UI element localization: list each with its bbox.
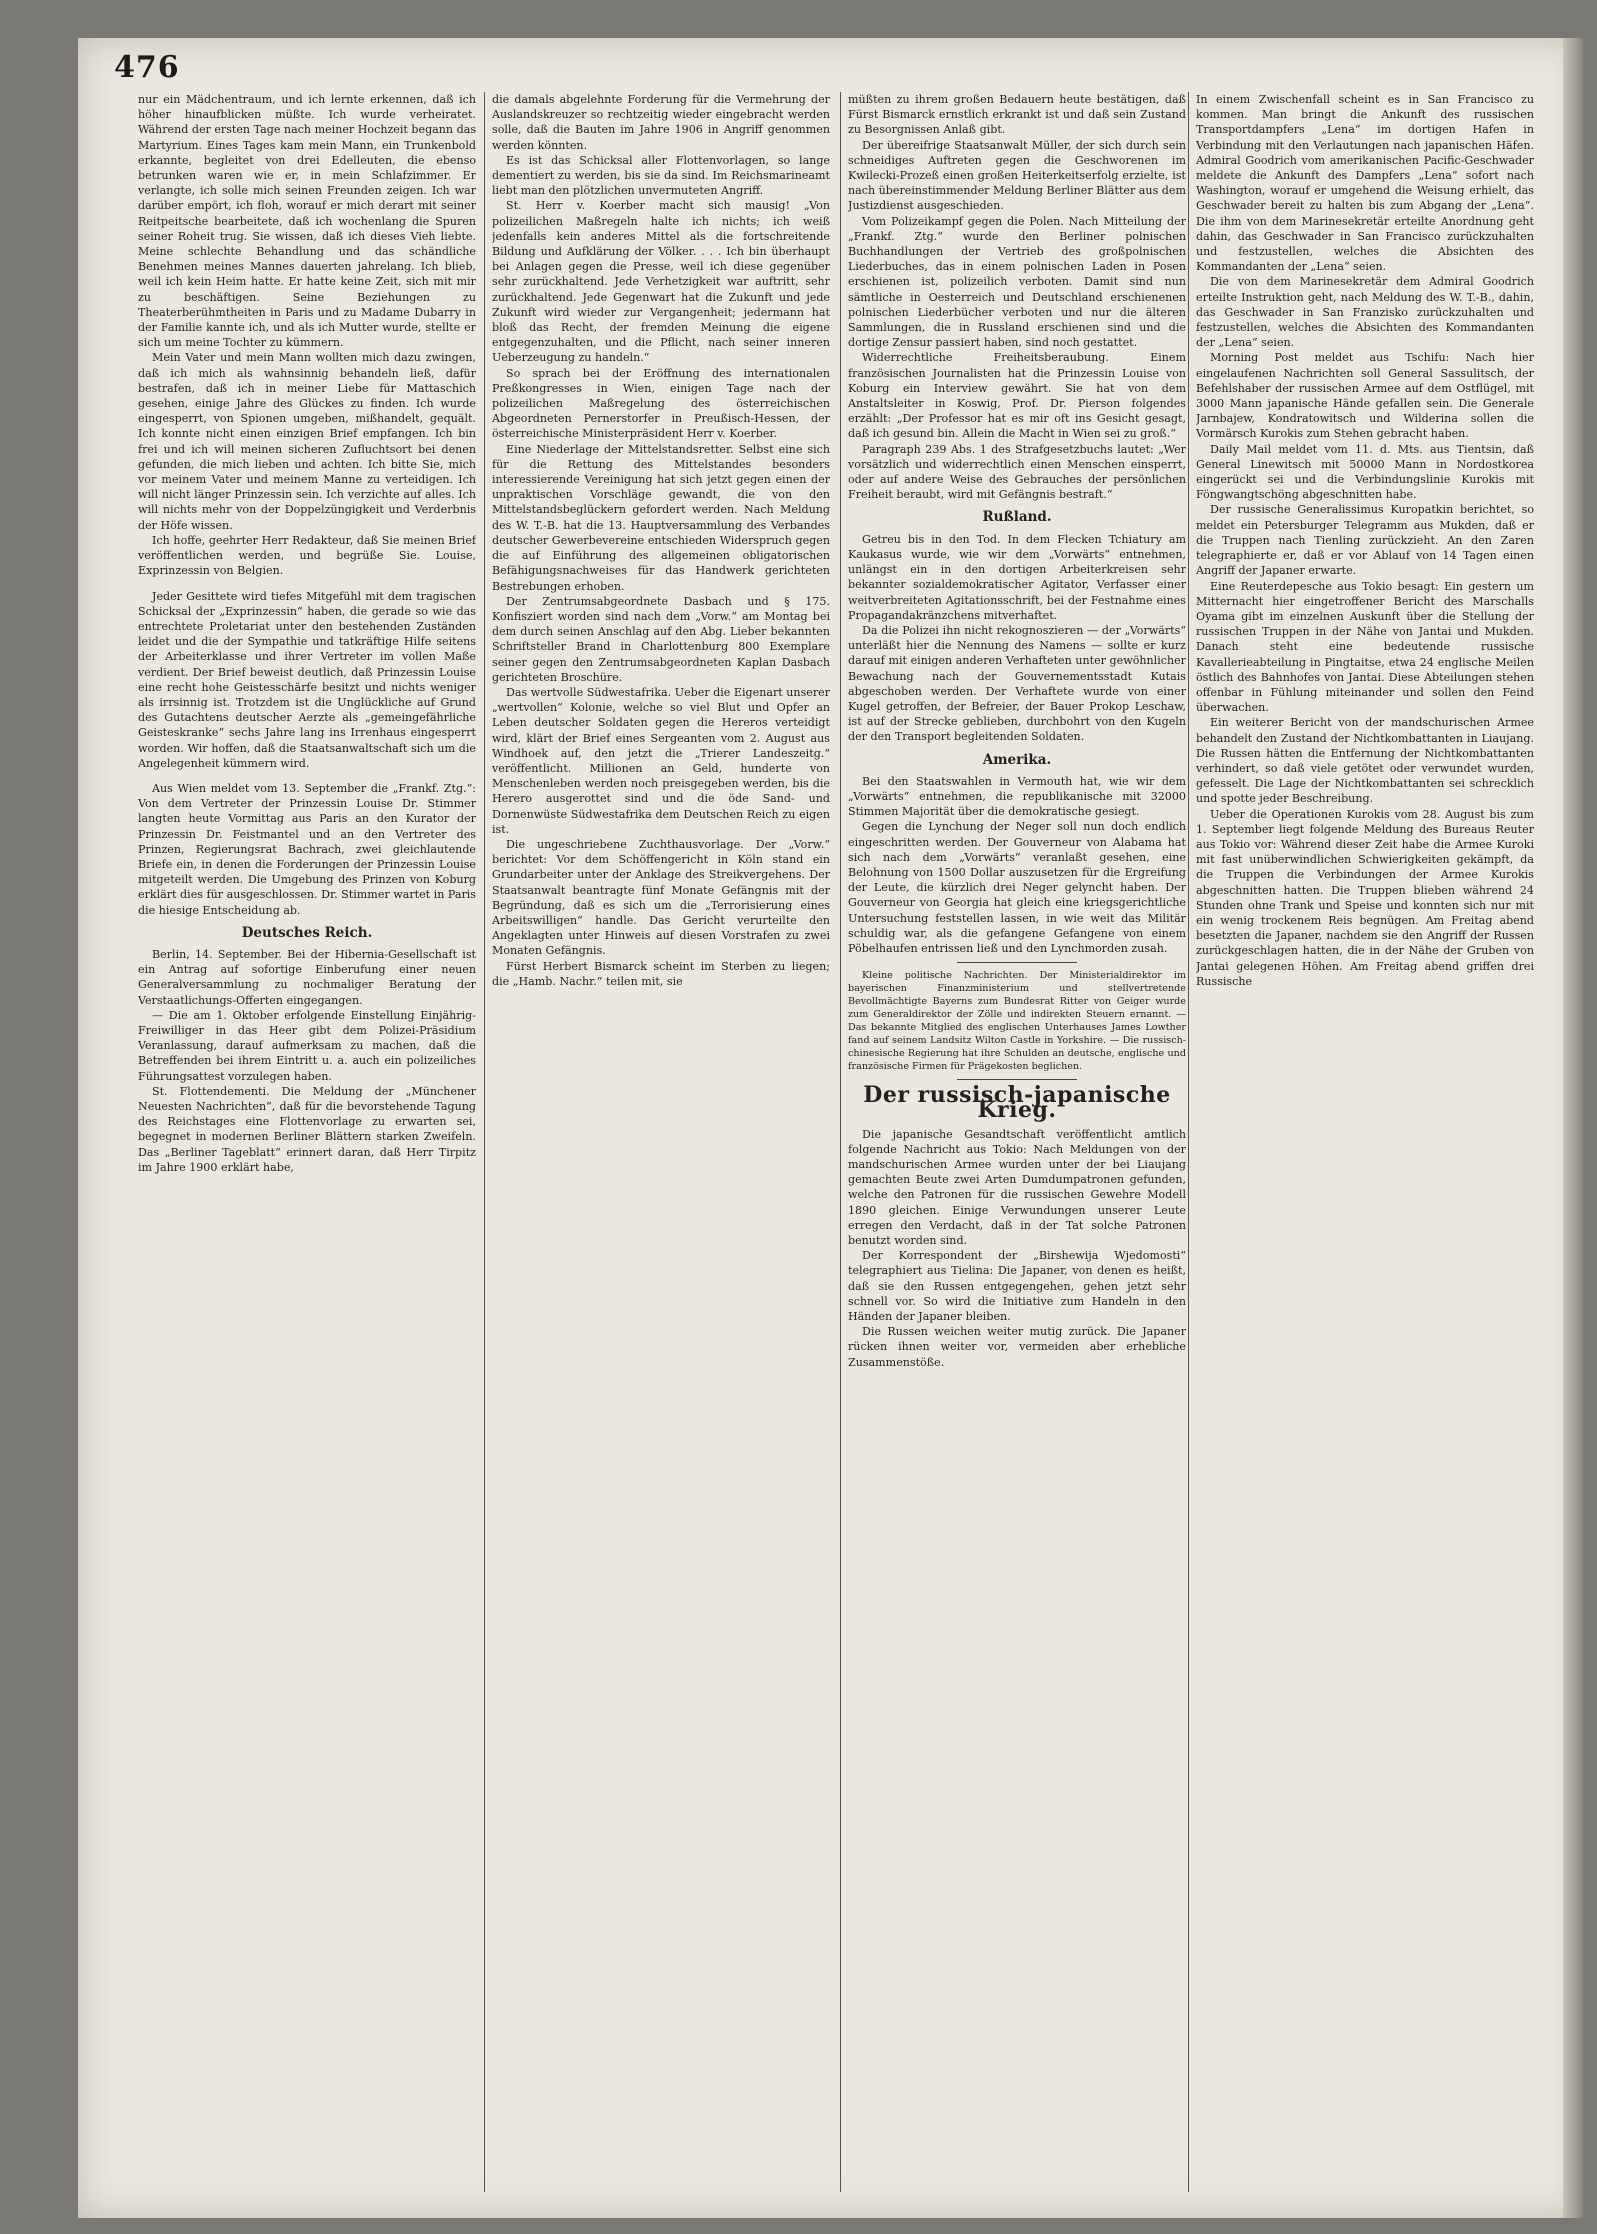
article-paragraph: Ein weiterer Bericht von der mandschurischen Armee behandelt den Zustand der Nichtkombattanten in Liaujang. Die Russen hätten die Entfernung der Nichtkombattanten verhindert, so daß viele getötet oder verwundet wurden, gefesselt. Die Lage der Nichtkombattanten sei schrecklich und spotte jeder Beschreibung. — [1196, 716, 1534, 806]
article-paragraph: Die japanische Gesandtschaft veröffentlicht amtlich folgende Nachricht aus Tokio: Nach Meldungen von der mandschurischen Armee wurden unter der bei Liaujang gemachten Beute zwei Arten Dumdumpatronen gefunden, welche den Patronen für die russischen Gewehre Modell 1890 gleichen. Einige Verwundungen unserer Leute erregen den Verdacht, daß in der Tat solche Patronen benutzt worden sind. — [848, 1127, 1186, 1247]
article-paragraph: Es ist das Schicksal aller Flottenvorlagen, so lange dementiert zu werden, bis sie da sind. Im Reichsmarineamt liebt man den plötzlichen unvermuteten Angriff. — [492, 153, 830, 198]
divider — [957, 962, 1077, 963]
article-paragraph: Morning Post meldet aus Tschifu: Nach hier eingelaufenen Nachrichten soll General Sassulitsch, der Befehlshaber der russischen Armee auf dem Ostflügel, mit 3000 Mann japanische Hände gefallen sein. Die Generale Jarnbajew, Kondratowitsch und Wilderina sollen die Vormärsch Kurokis zum Stehen gebracht haben. — [1196, 351, 1534, 441]
article-paragraph: Der Zentrumsabgeordnete Dasbach und § 175. Konfisziert worden sind nach dem „Vorw.“ am Montag bei dem durch seinen Anschlag auf den Abg. Lieber bekannten Schriftsteller Brand in Charlottenburg 800 Exemplare seiner gegen den Zentrumsabgeordneten Kaplan Dasbach gerichteten Broschüre. — [492, 594, 830, 684]
article-paragraph: Aus Wien meldet vom 13. September die „Frankf. Ztg.“: Von dem Vertreter der Prinzessin Louise Dr. Stimmer langten heute Vormittag aus Paris an den Kurator der Prinzessin Dr. Feistmantel und an den Vertreter des Prinzen, Regierungsrat Bachrach, zwei gleichlautende Briefe ein, in denen die Forderungen der Prinzessin Louise mitgeteilt werden. Die Umgebung des Prinzen von Koburg erklärt dies für ausgeschlossen. Dr. Stimmer wartet in Paris die hiesige Entscheidung ab. — [138, 781, 476, 917]
article-paragraph: Vom Polizeikampf gegen die Polen. Nach Mitteilung der „Frankf. Ztg.“ wurde den Berliner polnischen Buchhandlungen der Vertrieb des großpolnischen Liederbuches, das in einem polnischen Laden in Posen erschienen ist, polizeilich verboten. Damit sind nun sämtliche in Oesterreich und Deutschland erschienenen polnischen Liederbücher verboten und nur die älteren Sammlungen, die in Russland erschienen sind und die dortige Zensur passiert haben, sind noch gestattet. — [848, 214, 1186, 350]
article-paragraph: Berlin, 14. September. Bei der Hibernia-Gesellschaft ist ein Antrag auf sofortige Einberufung einer neuen Generalversammlung zu nochmaliger Beratung der Verstaatlichungs-Offerten eingegangen. — [138, 947, 476, 1007]
article-paragraph: St. Flottendementi. Die Meldung der „Münchener Neuesten Nachrichten“, daß für die bevorstehende Tagung des Reichstages eine Flottenvorlage zu erwarten sei, begegnet in modernen Berliner Blättern starken Zweifeln. Das „Berliner Tageblatt“ erinnert daran, daß Herr Tirpitz im Jahre 1900 erklärt habe, — [138, 1084, 476, 1174]
article-paragraph: Das wertvolle Südwestafrika. Ueber die Eigenart unserer „wertvollen“ Kolonie, welche so viel Blut und Opfer an Leben deutscher Soldaten gegen die Hereros verteidigt wird, klärt der Brief eines Sergeanten vom 2. August aus Windhoek auf, den jetzt die „Trierer Landeszeitg.“ veröffentlicht. Millionen an Geld, hunderte von Menschenleben werden noch preisgegeben werden, bis die Herero ausgerottet sind und die öde Sand- und Dornenwüste Südwestafrika dem Deutschen Reich zu eigen ist. — [492, 685, 830, 836]
article-paragraph: Gegen die Lynchung der Neger soll nun doch endlich eingeschritten werden. Der Gouverneur von Alabama hat sich nach dem „Vorwärts“ veranlaßt gesehen, eine Belohnung von 1500 Dollar auszusetzen für die Ergreifung der Leute, die kürzlich drei Neger gelyncht haben. Der Gouverneur von Georgia hat gleich eine kriegsgerichtliche Untersuchung feststellen lassen, in wie weit das Militär schuldig war, als die gefangene Gefangene von einem Pöbelhaufen entrissen ließ und den Lynchmorden zusah. — [848, 820, 1186, 955]
article-paragraph: die damals abgelehnte Forderung für die Vermehrung der Auslandskreuzer so rechtzeitig wieder eingebracht werden solle, daß die Bauten im Jahre 1906 in Angriff genommen werden könnten. — [492, 93, 830, 152]
article-paragraph: Die ungeschriebene Zuchthausvorlage. Der „Vorw.“ berichtet: Vor dem Schöffengericht in Köln stand ein Grundarbeiter unter der Anklage des Streikvergehens. Der Staatsanwalt beantragte fünf Monate Gefängnis mit der Begründung, daß es sich um die „Terrorisierung eines Arbeitswilligen“ handle. Das Gericht verurteilte den Angeklagten unter Hinweis auf diesen Vorstrafen zu zwei Monaten Gefängnis. — [492, 837, 830, 958]
article-paragraph: Eine Niederlage der Mittelstandsretter. Selbst eine sich für die Rettung des Mittelstandes besonders interessierende Vereinigung hat sich jetzt gegen einen der unpraktischen Vorschläge gewandt, die von den Mittelstandsbeglückern gefordert werden. Nach Meldung des W. T.-B. hat die 13. Hauptversammlung des Verbandes deutscher Gewerbevereine entschieden Widerspruch gegen die auf Einführung des allgemeinen obligatorischen Befähigungsnachweises für das Handwerk gerichteten Bestrebungen erhoben. — [492, 442, 830, 593]
news-brief: Kleine politische Nachrichten. Der Ministerialdirektor im bayerischen Finanzministerium und stellvertretende Bevollmächtigte Bayerns zum Bundesrat Ritter von Geiger wurde zum Generaldirektor der Zölle und indirekten Steuern ernannt. — Das bekannte Mitglied des englischen Unterhauses James Lowther fand auf seinem Landsitz Wilton Castle in Yorkshire. — Die russisch-chinesische Regierung hat ihre Schulden an deutsche, englische und französische Firmen für Prägekosten beglichen. — [848, 970, 1186, 1073]
column-1 — [138, 92, 476, 2207]
column-rule — [484, 92, 485, 2192]
article-paragraph: Die von dem Marinesekretär dem Admiral Goodrich erteilte Instruktion geht, nach Meldung des W. T.-B., dahin, das Geschwader in San Franzisko zurückzuhalten und festzustellen, welches die Absichten des Kommandanten der „Lena“ seien. — [1196, 275, 1534, 350]
article-paragraph: Der Korrespondent der „Birshewija Wjedomosti“ telegraphiert aus Tielina: Die Japaner, von denen es heißt, daß sie den Russen entgegengehen, gehen jetzt sehr schnell vor. So wird die Initiative zum Handeln in den Händen der Japaner bleiben. — [848, 1249, 1186, 1324]
article-paragraph: Die Russen weichen weiter mutig zurück. Die Japaner rücken ihnen weiter vor, vermeiden aber erhebliche Zusammenstöße. — [848, 1325, 1186, 1369]
article-paragraph: Daily Mail meldet vom 11. d. Mts. aus Tientsin, daß General Linewitsch mit 50000 Mann in Nordostkorea eingerückt sei und die Verbindungslinie Kurokis mit Föngwangtschöng abgeschnitten habe. — [1196, 442, 1534, 502]
article-paragraph: nur ein Mädchentraum, und ich lernte erkennen, daß ich höher hinaufblicken müßte. Ich wurde verheiratet. Während der ersten Tage nach meiner Hochzeit begann das Martyrium. Eines Tages kam mein Mann, ein Trunkenbold erkannte, begleitet von drei Edelleuten, die ebenso betrunken waren wie er, in mein Schlafzimmer. Er verlangte, ich solle mich seinen Freunden zeigen. Ich war darüber empört, ich floh, worauf er mich derart mit seiner Reitpeitsche bearbeitete, daß ich wochenlang die Spuren seiner Roheit trug. Sie wissen, daß ich dieses Vieh liebte. Meine schlechte Behandlung und das schändliche Benehmen meines Mannes dauerten jahrelang. Ich blieb, weil ich kein Heim hatte. Er hatte keine Zeit, sich mit mir zu beschäftigen. Seine Beziehungen zu Theaterberühmtheiten in Paris und zu Madame Dubarry in der Familie kannte ich, und als ich Mutter wurde, stellte er sich um meine Tochter zu kümmern. — [138, 93, 476, 350]
page-edge — [1563, 38, 1583, 2218]
article-paragraph: müßten zu ihrem großen Bedauern heute bestätigen, daß Fürst Bismarck ernstlich erkrankt ist und daß sein Zustand zu Besorgnissen Anlaß gibt. — [848, 93, 1186, 137]
article-paragraph: — Die am 1. Oktober erfolgende Einstellung Einjährig-Freiwilliger in das Heer gibt dem Polizei-Präsidium Veranlassung, darauf aufmerksam zu machen, daß die Betreffenden bei ihrem Eintritt u. a. auch ein polizeiliches Führungsattest vorzulegen haben. — [138, 1008, 476, 1083]
divider — [957, 1079, 1077, 1080]
article-paragraph: St. Herr v. Koerber macht sich mausig! „Von polizeilichen Maßregeln halte ich nichts; ich weiß jedenfalls kein anderes Mittel als die fortschreitende Bildung und Aufklärung der Völker. . . . Ich bin überhaupt bei Anlagen gegen die Presse, weil ich diese gegenüber sehr zurückhaltend. Jede Verhetzigkeit war auftritt, sehr zurückhaltend. Jede Gegenwart hat die Zukunft und jede Zukunft wird wieder zur Vergangenheit; jedermann hat bloß das Recht, der fremden Meinung die eigene entgegenzuhalten, und die Pflicht, nach seiner inneren Ueberzeugung zu handeln.“ — [492, 199, 830, 365]
column-2 — [492, 92, 830, 2207]
section-heading: Deutsches Reich. — [241, 924, 373, 941]
article-paragraph: In einem Zwischenfall scheint es in San Francisco zu kommen. Man bringt die Ankunft des russischen Transportdampfers „Lena“ im dortigen Hafen in Verbindung mit den Verlautungen nach japanischen Häfen. Admiral Goodrich vom amerikanischen Pacific-Geschwader meldete die Ankunft des Dampfers „Lena“ sofort nach Washington, worauf er umgehend die Weisung erhielt, das Geschwader bereit zu halten bis zum Abgang der „Lena“. Die ihm von dem Marinesekretär erteilte Anordnung geht dahin, das Geschwader in San Francisco zurückzuhalten und festzustellen, welches die Absichten des Kommandanten der „Lena“ seien. — [1196, 93, 1534, 274]
article-paragraph: Getreu bis in den Tod. In dem Flecken Tchiatury am Kaukasus wurde, wie wir dem „Vorwärts“ entnehmen, unlängst ein in den dortigen Arbeiterkreisen sehr bekannter sozialdemokratischer Agitator, Verfasser einer weitverbreiteten Agitationsschrift, bei der Festnahme eines Propagandakränzchens mitverhaftet. — [848, 532, 1186, 622]
article-paragraph: Der übereifrige Staatsanwalt Müller, der sich durch sein schneidiges Auftreten gegen die Geschworenen im Kwilecki-Prozeß einen großen Heiterkeitserfolg erzielte, ist nach übereinstimmender Meldung Berliner Blätter aus dem Justizdienst ausgeschieden. — [848, 138, 1186, 213]
article-paragraph: Eine Reuterdepesche aus Tokio besagt: Ein gestern um Mitternacht hier eingetroffener Bericht des Marschalls Oyama gibt im einzelnen Auskunft über die Stellung der russischen Truppen in der Nähe von Jantai und Mukden. Danach steht eine bedeutende russische Kavallerieabteilung in Pingtaitse, etwa 24 englische Meilen östlich des Bahnhofes von Jantai. Diese Abteilungen stehen offenbar in Fühlung miteinander und sollen den Feind überwachen. — [1196, 579, 1534, 715]
page-number: 476 — [114, 50, 180, 85]
article-paragraph: Fürst Herbert Bismarck scheint im Sterben zu liegen; die „Hamb. Nachr.“ teilen mit, sie — [492, 959, 830, 988]
article-paragraph: So sprach bei der Eröffnung des internationalen Preßkongresses in Wien, einigen Tage nach der polizeilichen Maßregelung des österreichischen Abgeordneten Pernerstorfer in Preußisch-Hessen, der österreichische Ministerpräsident Herr v. Koerber. — [492, 366, 830, 441]
section-heading: Amerika. — [982, 751, 1052, 768]
article-paragraph: Jeder Gesittete wird tiefes Mitgefühl mit dem tragischen Schicksal der „Exprinzessin“ haben, die gerade so wie das entrechtete Proletariat unter den bestehenden Zuständen leidet und die der Sympathie und tatkräftige Hilfe seitens der Arbeiterklasse und ihrer Vertreter im vollen Maße verdient. Der Brief beweist deutlich, daß Prinzessin Louise eine recht hohe Geistesschärfe besitzt und nichts weniger als irrsinnig ist. Trotzdem ist die Unglückliche auf Grund des Gutachtens deutscher Aerzte als „gemeingefährliche Geisteskranke“ sechs Jahre lang ins Irrenhaus eingesperrt worden. Wir hoffen, daß die Staatsanwaltschaft sich um die Angelegenheit kümmern wird. — [138, 589, 476, 770]
article-paragraph: Bei den Staatswahlen in Vermouth hat, wie wir dem „Vorwärts“ entnehmen, die republikanische mit 32000 Stimmen Majorität über die demokratische gesiegt. — [848, 774, 1186, 819]
article-paragraph: Ich hoffe, geehrter Herr Redakteur, daß Sie meinen Brief veröffentlichen werden, und begrüße Sie. Louise, Exprinzessin von Belgien. — [138, 533, 476, 578]
article-paragraph: Der russische Generalissimus Kuropatkin berichtet, so meldet ein Petersburger Telegramm aus Mukden, daß er die Truppen nach Tienling zurückzieht. An den Zaren telegraphierte er, daß er vor Ablauf von 14 Tagen einen Angriff der Japaner erwarte. — [1196, 503, 1534, 578]
article-paragraph: Paragraph 239 Abs. 1 des Strafgesetzbuchs lautet: „Wer vorsätzlich und widerrechtlich einen Menschen einsperrt, oder auf andere Weise des Gebrauches der persönlichen Freiheit beraubt, wird mit Gefängnis bestraft.“ — [848, 442, 1186, 502]
article-paragraph: Ueber die Operationen Kurokis vom 28. August bis zum 1. September liegt folgende Meldung des Bureaus Reuter aus Tokio vor: Während dieser Zeit habe die Armee Kuroki mit fast unüberwindlichen Schwierigkeiten gekämpft, da die Truppen die Verbindungen der Armee Kurokis abgeschnitten hatten. Die Truppen blieben während 24 Stunden ohne Trank und Speise und konnten sich nur mit ein wenig trockenem Reis begnügen. Am Freitag abend besetzten die Japaner, nachdem sie den Angriff der Russen zurückgeschlagen hatten, die in der Nähe der Gruben von Jantai gelegenen Höhen. Am Freitag abend griffen drei Russische — [1196, 807, 1534, 988]
column-3 — [848, 92, 1186, 2207]
section-heading: Rußland. — [982, 509, 1052, 526]
war-headline: Der russisch-japanische Krieg. — [863, 1082, 1171, 1124]
article-paragraph: Mein Vater und mein Mann wollten mich dazu zwingen, daß ich mich als wahnsinnig behandeln ließ, dafür bestrafen, daß ich in meiner Liebe für Mattaschich gesehen, einige Jahre des Glückes zu finden. Ich wurde eingesperrt, von Spionen umgeben, mißhandelt, gequält. Ich konnte nicht einen einzigen Brief empfangen. Ich bin frei und ich will meinen sicheren Zufluchtsort bei denen gefunden, die mich lieben und achten. Ich bitte Sie, mich vor meinem Vater und meinem Manne zu verteidigen. Ich will nicht länger Prinzessin sein. Ich verzichte auf alles. Ich will nichts mehr von der Doppelzüngigkeit und Verderbnis der Höfe wissen. — [138, 351, 476, 532]
article-paragraph: Widerrechtliche Freiheitsberaubung. Einem französischen Journalisten hat die Prinzessin Louise von Koburg ein Interview gewährt. Sie hat von dem Anstaltsleiter in Koswig, Prof. Dr. Pierson folgendes erzählt: „Der Professor hat es mir oft ins Gesicht gesagt, daß ich gesund bin. Allein die Macht in Wien sei zu groß.“ — [848, 351, 1186, 441]
column-rule — [1188, 92, 1189, 2192]
column-rule — [840, 92, 841, 2192]
article-paragraph: Da die Polizei ihn nicht rekognoszieren — der „Vorwärts“ unterläßt hier die Nennung des Namens — sollte er kurz darauf mit einigen anderen Verhafteten unter gewöhnlicher Bewachung nach der Gouvernementsstadt Kutais abgeschoben werden. Der Verhaftete wurde von einer Kugel getroffen, der Befreier, der Bauer Prokop Leschaw, ist auf der Strecke geblieben, durchbohrt von den Kugeln der den Transport begleitenden Soldaten. — [848, 623, 1186, 744]
column-4 — [1196, 92, 1534, 2207]
